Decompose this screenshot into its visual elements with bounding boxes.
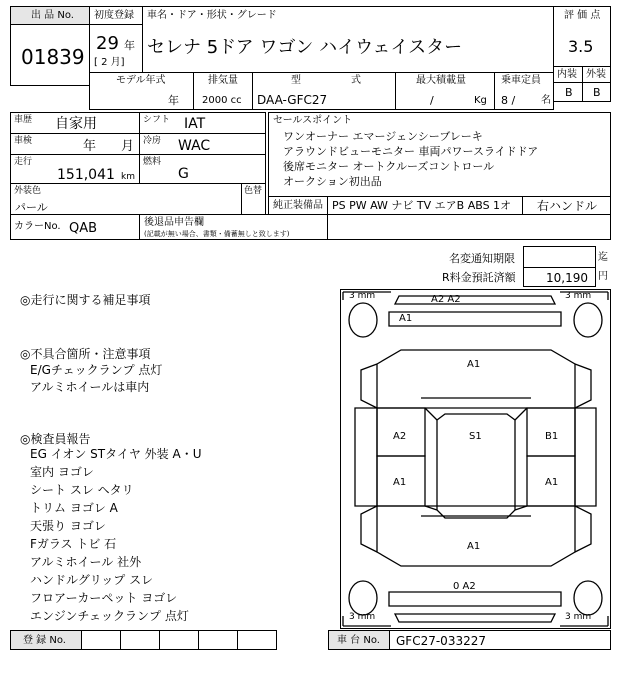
inspector-line: エンジンチェックランプ 点灯 — [30, 609, 189, 623]
ac-cell — [139, 133, 266, 155]
sales-point-line: オークション初出品 — [283, 175, 382, 188]
defect-line: E/Gチェックランプ 点灯 — [30, 363, 163, 377]
defect-line: アルミホイールは車内 — [30, 380, 150, 394]
car-name: セレナ 5ドア ワゴン ハイウェイスター — [147, 37, 463, 58]
reg-no-label: 登 録 No. — [23, 635, 66, 646]
capacity-cell — [494, 72, 554, 110]
displacement-label: 排気量 — [208, 75, 238, 86]
equipment-label: 純正装備品 — [273, 200, 323, 211]
damage-front-bumper: A1 — [399, 313, 413, 324]
shift-value: IAT — [184, 116, 206, 132]
inspection-month-unit: 月 — [121, 139, 135, 154]
reg-year: 29 — [96, 33, 119, 54]
recycle-box — [523, 267, 596, 287]
steering-cell — [522, 196, 611, 215]
equipment-items: PS PW AW ナビ TV エアB ABS 1オ — [332, 199, 512, 212]
reg-label: 初度登録 — [94, 10, 134, 21]
inspector-line: 室内 ヨゴレ — [30, 465, 94, 479]
inspector-line: フロアーカーペット ヨゴレ — [30, 591, 178, 605]
exterior-grade-cell — [582, 82, 611, 102]
car-name-label: 車名・ドア・形状・グレード — [147, 10, 277, 21]
type-label: 型 — [291, 75, 301, 86]
inspector-line: ハンドルグリップ スレ — [30, 573, 154, 587]
recycle-amount: 10,190 — [546, 271, 588, 285]
ac-label: 冷房 — [143, 136, 162, 146]
fuel-label: 燃料 — [143, 157, 162, 167]
reg-no-box-5 — [237, 630, 277, 650]
notes-section — [10, 290, 330, 630]
ext-color-cell — [10, 183, 242, 215]
damage-hood: A1 — [467, 359, 481, 370]
model-year-unit: 年 — [168, 94, 179, 107]
max-load-value: / — [430, 94, 434, 107]
interior-grade-cell — [553, 82, 583, 102]
damage-right-front-door: B1 — [545, 431, 559, 442]
sales-point-line: ワンオーナー エマージェンシーブレーキ — [283, 130, 483, 143]
defects-title: ◎不具合箇所・注意事項 — [20, 347, 151, 361]
shift-label: シフト — [143, 115, 171, 125]
rating-value: 3.5 — [568, 37, 594, 56]
mileage-label: 走行 — [14, 157, 33, 167]
exterior-label-cell — [582, 66, 611, 83]
capacity-unit: 名 — [541, 95, 551, 106]
reg-no-box-3 — [159, 630, 199, 650]
reg-no-label-cell — [10, 630, 82, 650]
post-declaration-label: 後退品申告欄 — [144, 217, 204, 228]
damage-left-rear-door: A1 — [393, 477, 407, 488]
inspector-line: トリム ヨゴレ A — [30, 501, 118, 515]
model-year-cell — [89, 72, 194, 110]
tread-tr: 3 mm — [565, 291, 592, 301]
damage-left-front-door: A2 — [393, 431, 407, 442]
color-change-cell — [241, 183, 266, 215]
lot-number: 01839 — [21, 45, 85, 69]
driving-notes-title: ◎走行に関する補足事項 — [20, 293, 151, 307]
sales-points-title: セールスポイント — [273, 115, 353, 126]
inspector-title: ◎検査員報告 — [20, 432, 91, 446]
sales-point-line: 後席モニター オートクルーズコントロール — [283, 160, 495, 173]
type-cell — [252, 72, 396, 110]
lot-label: 出 品 No. — [31, 10, 74, 21]
inspector-line: シート スレ ヘタリ — [30, 483, 134, 497]
displacement-cell — [193, 72, 253, 110]
fuel-value: G — [178, 166, 189, 182]
exterior-grade: B — [593, 86, 601, 99]
damage-rear-panel: A1 — [467, 541, 481, 552]
mileage-unit: km — [121, 172, 135, 182]
chassis-value: GFC27-033227 — [396, 634, 486, 648]
deadline-box — [523, 246, 596, 268]
chassis-label: 車 台 No. — [337, 635, 380, 646]
inspector-line: アルミホイール 社外 — [30, 555, 142, 569]
reg-value-cell — [89, 24, 143, 73]
capacity-value: 8 / — [501, 94, 516, 107]
equipment-items-cell — [327, 196, 523, 215]
recycle-label: R料金預託済額 — [442, 271, 516, 284]
history-label: 車歴 — [14, 115, 33, 125]
car-name-cell — [142, 6, 554, 73]
ext-color-value: パール — [15, 201, 48, 214]
lot-label-cell — [10, 6, 90, 25]
fuel-cell — [139, 154, 266, 184]
shift-cell — [139, 112, 266, 134]
max-load-cell — [395, 72, 495, 110]
equipment-label-cell — [268, 196, 328, 215]
car-outline-svg — [341, 290, 610, 628]
lot-number-cell — [10, 24, 90, 86]
interior-grade: B — [565, 86, 573, 99]
history-cell — [10, 112, 140, 134]
chassis-label-cell — [328, 630, 390, 650]
exterior-label: 外装 — [586, 69, 606, 80]
reg-year-unit: 年 — [124, 39, 135, 52]
reg-label-cell — [89, 6, 143, 25]
ac-value: WAC — [178, 138, 211, 154]
damage-rear-bottom: 0 A2 — [453, 581, 476, 592]
deadline-label: 名変通知期限 — [449, 252, 515, 265]
mileage-cell — [10, 154, 140, 184]
interior-label-cell — [553, 66, 583, 83]
inspector-line: EG イオン STタイヤ 外装 A・U — [30, 447, 202, 461]
inspection-cell — [10, 133, 140, 155]
damage-roof: S1 — [469, 431, 482, 442]
mileage-value: 151,041 — [57, 167, 115, 183]
reg-no-box-4 — [198, 630, 238, 650]
reg-month: [ 2 月] — [94, 57, 125, 68]
reg-no-box-1 — [81, 630, 121, 650]
reg-no-box-2 — [120, 630, 160, 650]
color-change-label: 色替 — [244, 186, 263, 196]
recycle-unit: 円 — [598, 271, 608, 282]
chassis-value-cell — [389, 630, 611, 650]
type-code: DAA-GFC27 — [257, 93, 328, 107]
inspector-line: 天張り ヨゴレ — [30, 519, 106, 533]
color-no-value: QAB — [69, 221, 98, 236]
model-year-label: モデル年式 — [116, 75, 166, 86]
color-no-cell — [10, 214, 140, 240]
capacity-label: 乗車定員 — [501, 75, 541, 86]
post-declaration-note: (記載が無い場合、書類・備蓄無しと致します) — [144, 230, 290, 238]
tread-bl: 3 mm — [349, 612, 376, 622]
type-label-2: 式 — [351, 75, 361, 86]
tread-tl: 3 mm — [349, 291, 376, 301]
color-no-label: カラーNo. — [14, 221, 61, 232]
inspection-label: 車検 — [14, 136, 33, 146]
rating-label: 評 価 点 — [564, 10, 601, 21]
deadline-suffix: 迄 — [598, 252, 608, 263]
history-value: 自家用 — [55, 116, 97, 132]
max-load-label: 最大積載量 — [416, 75, 466, 86]
max-load-unit: Kg — [474, 95, 487, 106]
ext-color-label: 外装色 — [14, 186, 42, 196]
damage-right-rear-door: A1 — [545, 477, 559, 488]
rating-cell — [553, 6, 611, 67]
damage-diagram — [340, 289, 611, 629]
interior-label: 内装 — [557, 69, 577, 80]
sales-points-cell — [268, 112, 611, 197]
steering-value: 右ハンドル — [537, 199, 598, 213]
blank-right-cell — [327, 214, 611, 240]
sales-point-line: アラウンドビューモニター 車両パワースライドドア — [283, 145, 539, 158]
displacement-value: 2000 cc — [202, 95, 242, 106]
inspector-line: Fガラス トビ 石 — [30, 537, 117, 551]
tread-br: 3 mm — [565, 612, 592, 622]
inspection-year-unit: 年 — [83, 139, 97, 154]
damage-front-top: A2 A2 — [431, 294, 461, 305]
post-declaration-cell — [139, 214, 328, 240]
